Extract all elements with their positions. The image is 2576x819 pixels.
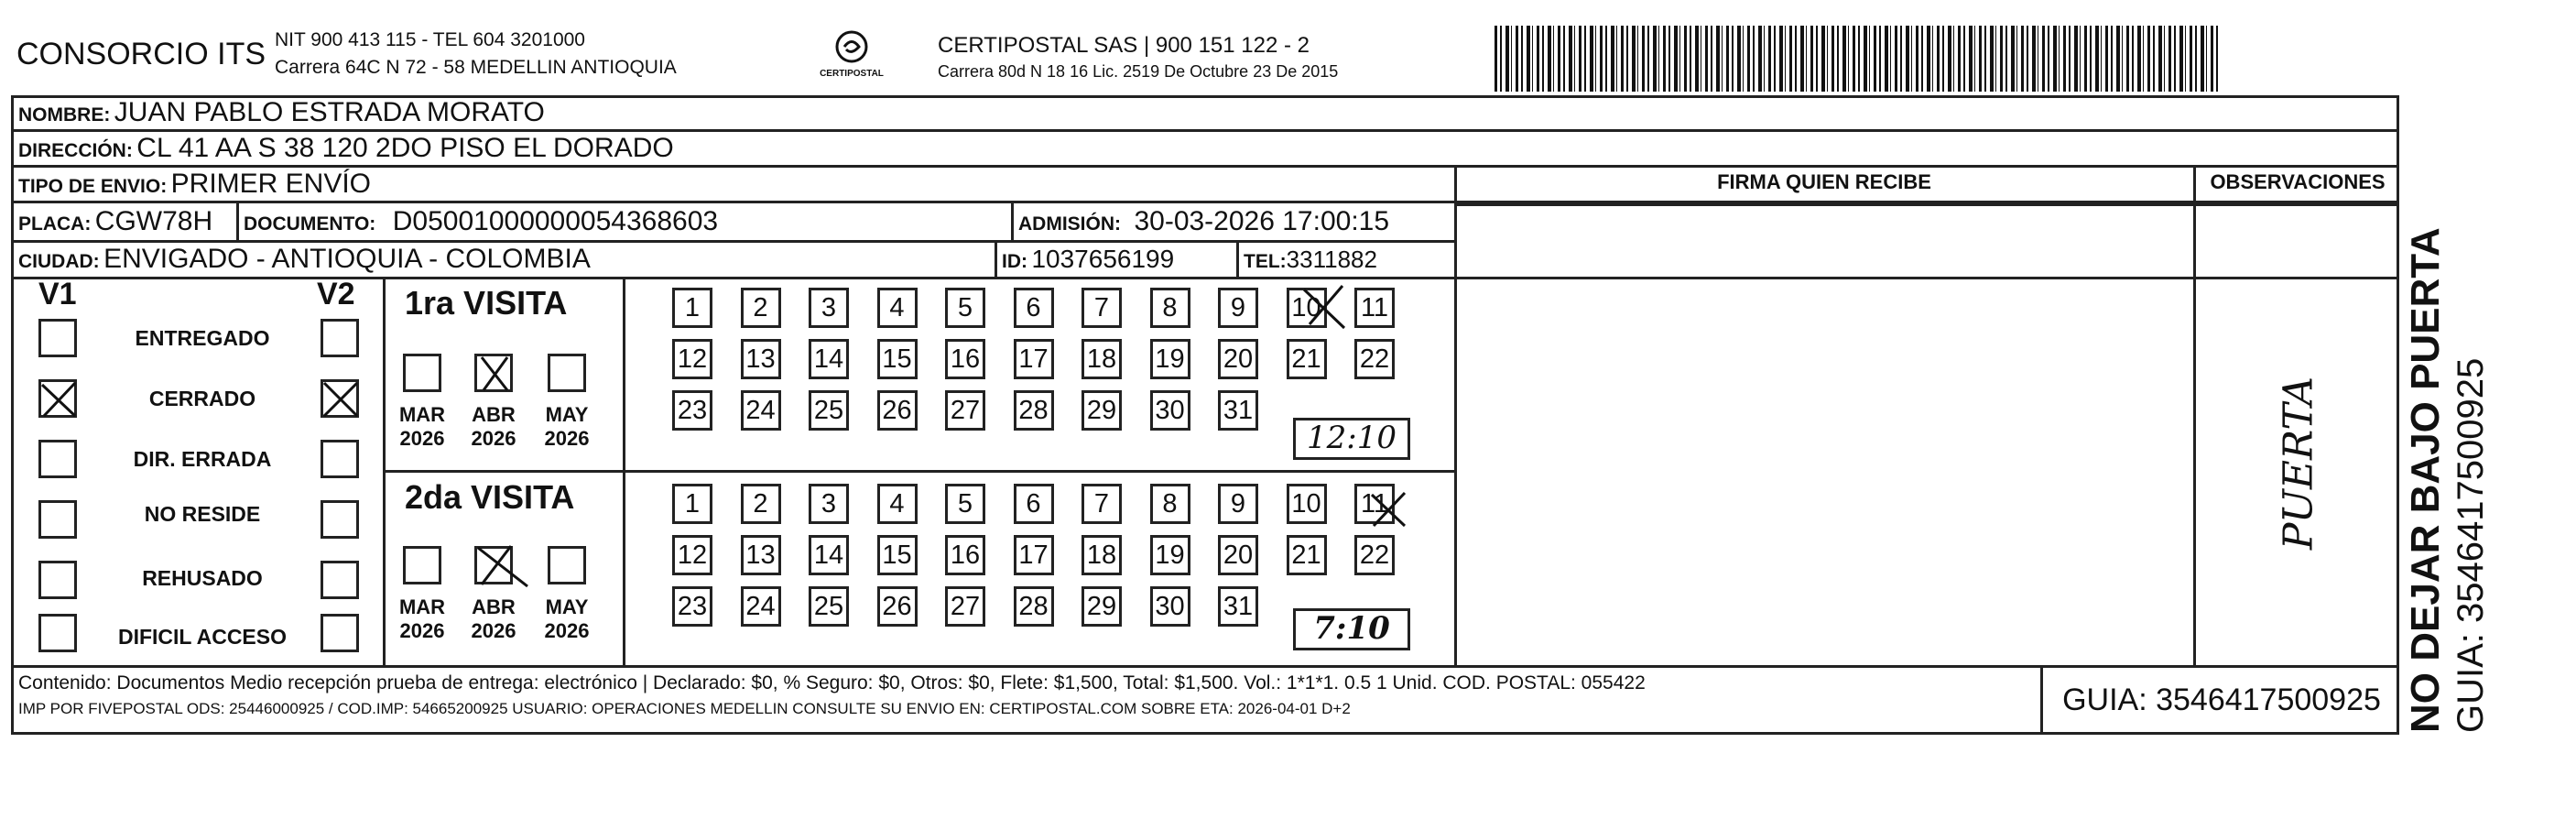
v2-dir-errada-checkbox[interactable] — [321, 440, 359, 478]
firma-header: FIRMA QUIEN RECIBE — [1717, 170, 1931, 193]
tel-field — [1244, 242, 1377, 277]
v1-rehusado-checkbox[interactable] — [38, 561, 77, 599]
visit1-day-8-cell[interactable]: 8 — [1150, 288, 1190, 328]
visit1-day-27-cell[interactable]: 27 — [945, 390, 985, 431]
visit2-day-4-cell[interactable]: 4 — [877, 484, 918, 524]
month-year: 2026 — [471, 619, 516, 642]
nombre-value: JUAN PABLO ESTRADA MORATO — [114, 97, 545, 127]
month-name: MAR — [398, 403, 446, 426]
visit2-day-10-cell[interactable]: 10 — [1287, 484, 1327, 524]
status-dificil-acceso-label: DIFICIL ACCESO — [117, 625, 287, 649]
visit1-month-may — [537, 403, 597, 451]
visit2-day-26-cell[interactable]: 26 — [877, 586, 918, 627]
visit1-day-28-cell[interactable]: 28 — [1014, 390, 1054, 431]
visit2-day-24-cell[interactable]: 24 — [741, 586, 781, 627]
visit2-day-17-cell[interactable]: 17 — [1014, 535, 1054, 575]
visit2-day-11-cell[interactable]: 11 — [1354, 484, 1395, 524]
month-name: ABR — [472, 403, 516, 426]
documento-label: DOCUMENTO: — [244, 213, 376, 235]
side-text — [2401, 92, 2491, 733]
v2-label: V2 — [317, 277, 355, 311]
month-name: MAY — [545, 595, 589, 618]
certipostal-logo-text: CERTIPOSTAL — [820, 69, 884, 79]
visit1-day-21-cell[interactable]: 21 — [1287, 339, 1327, 379]
visit2-day-2-cell[interactable]: 2 — [741, 484, 781, 524]
footer-guia-divider — [2040, 665, 2043, 735]
visit1-day-13-cell[interactable]: 13 — [741, 339, 781, 379]
ciudad-field — [18, 242, 591, 277]
visit2-month-may — [537, 595, 597, 643]
visit1-title: 1ra VISITA — [405, 284, 568, 322]
handwritten-observation: PUERTA — [2275, 376, 2322, 551]
visit1-month-abr — [463, 403, 524, 451]
v2-entregado-checkbox[interactable] — [321, 319, 359, 357]
company-info-1: NIT 900 413 115 - TEL 604 3201000 — [275, 29, 585, 50]
visit1-day10-check-mark — [1302, 284, 1350, 332]
visit2-day-25-cell[interactable]: 25 — [809, 586, 849, 627]
cell-divider — [995, 242, 997, 277]
ciudad-label: CIUDAD: — [18, 251, 100, 272]
barcode — [1495, 26, 2218, 92]
status-entregado-label: ENTREGADO — [135, 326, 270, 350]
company-name: CONSORCIO ITS — [16, 37, 266, 71]
visit2-abr-check-mark — [474, 542, 531, 590]
visit2-day-27-cell[interactable]: 27 — [945, 586, 985, 627]
v2-dificil-acceso-checkbox[interactable] — [321, 614, 359, 652]
visit1-day-22-cell[interactable]: 22 — [1354, 339, 1395, 379]
footer-line-2: IMP POR FIVEPOSTAL ODS: 25446000925 / COD.IMP: 54665200925 USUARIO: OPERACIONES MEDELLIN CONSULTE SU ENVIO EN: CERTIPOSTAL.COM SOBRE ETA: 2026-04-01 D+2 — [18, 700, 1351, 717]
visit1-day-29-cell[interactable]: 29 — [1081, 390, 1122, 431]
header-divider — [1454, 203, 2399, 206]
visit2-day-21-cell[interactable]: 21 — [1287, 535, 1327, 575]
visit2-day-31-cell[interactable]: 31 — [1218, 586, 1258, 627]
visit2-day-28-cell[interactable]: 28 — [1014, 586, 1054, 627]
footer-guia-number: GUIA: 3546417500925 — [2062, 682, 2381, 717]
visit2-day-14-cell[interactable]: 14 — [809, 535, 849, 575]
placa-label: PLACA: — [18, 213, 92, 235]
visit1-day-3-cell[interactable]: 3 — [809, 288, 849, 328]
visit1-day-14-cell[interactable]: 14 — [809, 339, 849, 379]
month-year: 2026 — [471, 427, 516, 450]
visit2-day-8-cell[interactable]: 8 — [1150, 484, 1190, 524]
company-info-2: Carrera 64C N 72 - 58 MEDELLIN ANTIOQUIA — [275, 57, 677, 78]
visit2-day-15-cell[interactable]: 15 — [877, 535, 918, 575]
v1-cerrado-check-mark — [38, 379, 79, 420]
nombre-label: NOMBRE: — [18, 104, 111, 126]
nombre-field — [18, 95, 545, 130]
v1-dir-errada-checkbox[interactable] — [38, 440, 77, 478]
v2-rehusado-checkbox[interactable] — [321, 561, 359, 599]
admision-label: ADMISIÓN: — [1018, 213, 1121, 235]
documento-value: D05001000000054368603 — [392, 206, 719, 236]
visit1-day-15-cell[interactable]: 15 — [877, 339, 918, 379]
visit1-day-12-cell[interactable]: 12 — [672, 339, 712, 379]
visit1-day-11-cell[interactable]: 11 — [1354, 288, 1395, 328]
visit1-day-17-cell[interactable]: 17 — [1014, 339, 1054, 379]
visit2-day-7-cell[interactable]: 7 — [1081, 484, 1122, 524]
column-divider — [2193, 165, 2196, 665]
documento-field — [244, 203, 718, 240]
direccion-label: DIRECCIÓN: — [18, 140, 133, 161]
footer-line-1: Contenido: Documentos Medio recepción prueba de entrega: electrónico | Declarado: $0, % Seguro: $0, Otros: $0, Flete: $1,500, Total: $1,500. Vol.: 1*1*1. 0.5 1 Unid. COD. POSTAL: 055422 — [18, 672, 1646, 693]
observaciones-header: OBSERVACIONES — [2210, 170, 2386, 193]
v1-label: V1 — [38, 277, 77, 311]
column-divider — [1454, 165, 1457, 665]
carrier-info-2: Carrera 80d N 18 16 Lic. 2519 De Octubre 23 De 2015 — [938, 62, 1339, 81]
visit2-day-3-cell[interactable]: 3 — [809, 484, 849, 524]
tipo-envio-value: PRIMER ENVÍO — [170, 169, 372, 199]
admision-field — [1018, 203, 1389, 240]
tel-value: 3311882 — [1286, 246, 1377, 273]
visit2-month-may-checkbox[interactable] — [548, 546, 586, 584]
v2-cerrado-check-mark — [321, 379, 361, 420]
no-dejar-bajo-puerta-warning: NO DEJAR BAJO PUERTA — [2403, 227, 2448, 733]
direccion-field — [18, 131, 674, 166]
visit1-day-10-cell[interactable]: 10 — [1287, 288, 1327, 328]
month-year: 2026 — [399, 619, 445, 642]
visit1-day-4-cell[interactable]: 4 — [877, 288, 918, 328]
visit1-day-2-cell[interactable]: 2 — [741, 288, 781, 328]
month-name: MAR — [398, 595, 446, 618]
visit2-day-1-cell[interactable]: 1 — [672, 484, 712, 524]
cell-divider — [1236, 242, 1239, 277]
month-name: MAY — [545, 403, 589, 426]
visit1-day-16-cell[interactable]: 16 — [945, 339, 985, 379]
carrier-info-1: CERTIPOSTAL SAS | 900 151 122 - 2 — [938, 33, 1310, 58]
certipostal-logo — [815, 29, 888, 79]
certipostal-logo-icon — [831, 29, 872, 64]
visit2-day-30-cell[interactable]: 30 — [1150, 586, 1190, 627]
visit1-day-5-cell[interactable]: 5 — [945, 288, 985, 328]
visit1-day-26-cell[interactable]: 26 — [877, 390, 918, 431]
visit2-day-19-cell[interactable]: 19 — [1150, 535, 1190, 575]
visit2-day11-check-mark — [1368, 489, 1410, 531]
visit1-day-30-cell[interactable]: 30 — [1150, 390, 1190, 431]
visit1-day-23-cell[interactable]: 23 — [672, 390, 712, 431]
visit2-day-29-cell[interactable]: 29 — [1081, 586, 1122, 627]
visit2-month-mar — [392, 595, 452, 643]
section-divider — [383, 470, 1454, 473]
visit1-month-mar — [392, 403, 452, 451]
id-label: ID: — [1002, 251, 1027, 272]
month-year: 2026 — [544, 619, 590, 642]
id-field — [1002, 242, 1174, 277]
visit2-day-13-cell[interactable]: 13 — [741, 535, 781, 575]
visit2-day-23-cell[interactable]: 23 — [672, 586, 712, 627]
row-divider — [11, 277, 2399, 279]
month-year: 2026 — [399, 427, 445, 450]
visit2-month-abr — [463, 595, 524, 643]
visit1-day-9-cell[interactable]: 9 — [1218, 288, 1258, 328]
visit2-day-5-cell[interactable]: 5 — [945, 484, 985, 524]
visit1-day-6-cell[interactable]: 6 — [1014, 288, 1054, 328]
visit2-day-6-cell[interactable]: 6 — [1014, 484, 1054, 524]
tel-label: TEL: — [1244, 251, 1287, 272]
tipo-envio-label: TIPO DE ENVIO: — [18, 176, 168, 197]
visit2-day-16-cell[interactable]: 16 — [945, 535, 985, 575]
visit1-abr-check-mark — [474, 354, 515, 394]
visit1-day-19-cell[interactable]: 19 — [1150, 339, 1190, 379]
id-value: 1037656199 — [1031, 245, 1175, 273]
visit1-day-7-cell[interactable]: 7 — [1081, 288, 1122, 328]
side-guia-number: GUIA: 3546417500925 — [2451, 357, 2491, 733]
visit2-month-mar-checkbox[interactable] — [403, 546, 441, 584]
v1-dificil-acceso-checkbox[interactable] — [38, 614, 77, 652]
visit1-day-18-cell[interactable]: 18 — [1081, 339, 1122, 379]
v1-entregado-checkbox[interactable] — [38, 319, 77, 357]
visit2-day-12-cell[interactable]: 12 — [672, 535, 712, 575]
status-no-reside-label: NO RESIDE — [144, 502, 261, 526]
visit2-day-22-cell[interactable]: 22 — [1354, 535, 1395, 575]
visit1-month-mar-checkbox[interactable] — [403, 354, 441, 392]
visit1-month-may-checkbox[interactable] — [548, 354, 586, 392]
month-year: 2026 — [544, 427, 590, 450]
placa-value: CGW78H — [94, 206, 213, 236]
cell-divider — [236, 203, 239, 240]
visit2-day-18-cell[interactable]: 18 — [1081, 535, 1122, 575]
visit2-day-9-cell[interactable]: 9 — [1218, 484, 1258, 524]
v2-no-reside-checkbox[interactable] — [321, 500, 359, 539]
ciudad-value: ENVIGADO - ANTIOQUIA - COLOMBIA — [103, 244, 591, 274]
month-name: ABR — [472, 595, 516, 618]
visit2-title: 2da VISITA — [405, 478, 575, 516]
admision-value: 30-03-2026 17:00:15 — [1134, 206, 1390, 236]
status-dir-errada-label: DIR. ERRADA — [133, 447, 272, 471]
visit1-day-20-cell[interactable]: 20 — [1218, 339, 1258, 379]
visit2-time: 7:10 — [1313, 610, 1390, 647]
visit1-day-24-cell[interactable]: 24 — [741, 390, 781, 431]
direccion-value: CL 41 AA S 38 120 2DO PISO EL DORADO — [136, 133, 674, 163]
v1-no-reside-checkbox[interactable] — [38, 500, 77, 539]
visit1-day-25-cell[interactable]: 25 — [809, 390, 849, 431]
tipo-envio-field — [18, 167, 371, 202]
status-cerrado-label: CERRADO — [148, 387, 256, 410]
visit1-day-1-cell[interactable]: 1 — [672, 288, 712, 328]
visit1-day-31-cell[interactable]: 31 — [1218, 390, 1258, 431]
placa-field — [18, 203, 212, 240]
status-rehusado-label: REHUSADO — [142, 566, 263, 590]
visit2-day-20-cell[interactable]: 20 — [1218, 535, 1258, 575]
visit1-time: 12:10 — [1307, 420, 1397, 456]
cell-divider — [1011, 203, 1014, 240]
